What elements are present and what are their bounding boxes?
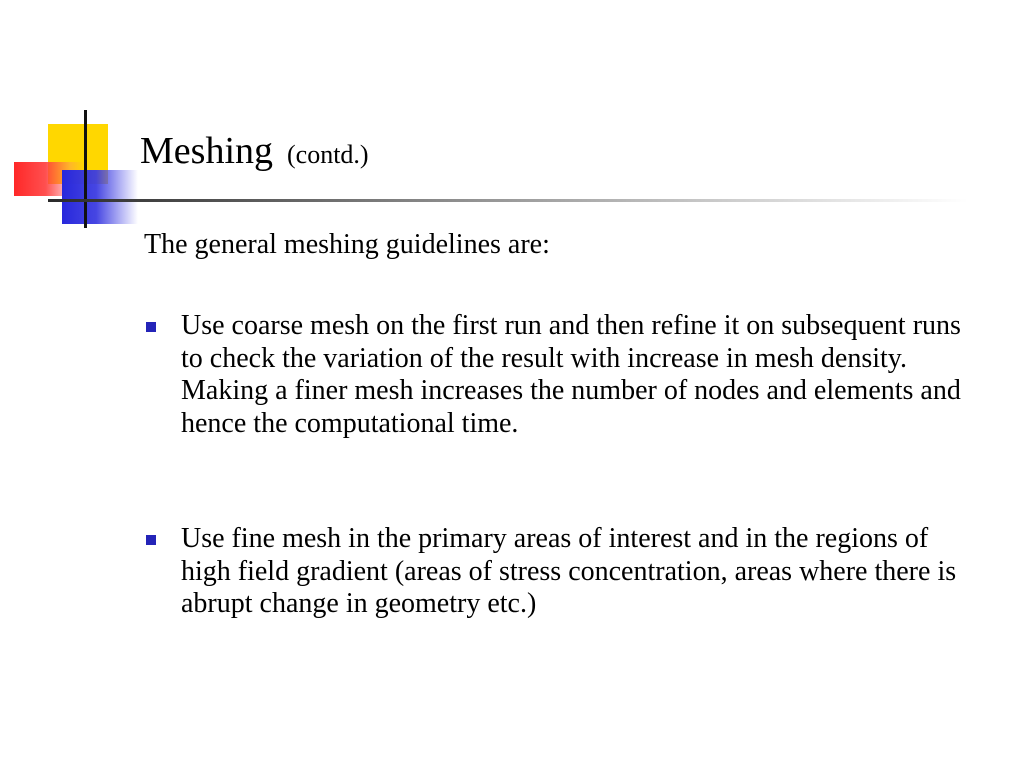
bullet-text: Use fine mesh in the primary areas of interest and in the regions of high field gradient (areas of stress concentration, areas where there is abrupt change in geometry etc.) [181,523,957,619]
bullet-item [144,310,964,440]
slide-title [140,132,369,170]
slide-title-suffix: (contd.) [287,140,369,169]
decorative-blue-square [62,170,138,224]
square-bullet-icon [146,322,156,332]
decorative-vertical-line [84,110,87,228]
square-bullet-icon [146,535,156,545]
slide-title-main: Meshing [140,130,273,172]
bullet-text: Use coarse mesh on the first run and then refine it on subsequent runs to check the variation of the result with increase in mesh density. Making a finer mesh increases the number of nodes and elements and hence the computational time. [181,310,961,439]
intro-text: The general meshing guidelines are: [144,229,550,260]
title-underline [48,199,968,202]
bullet-item [144,523,964,621]
